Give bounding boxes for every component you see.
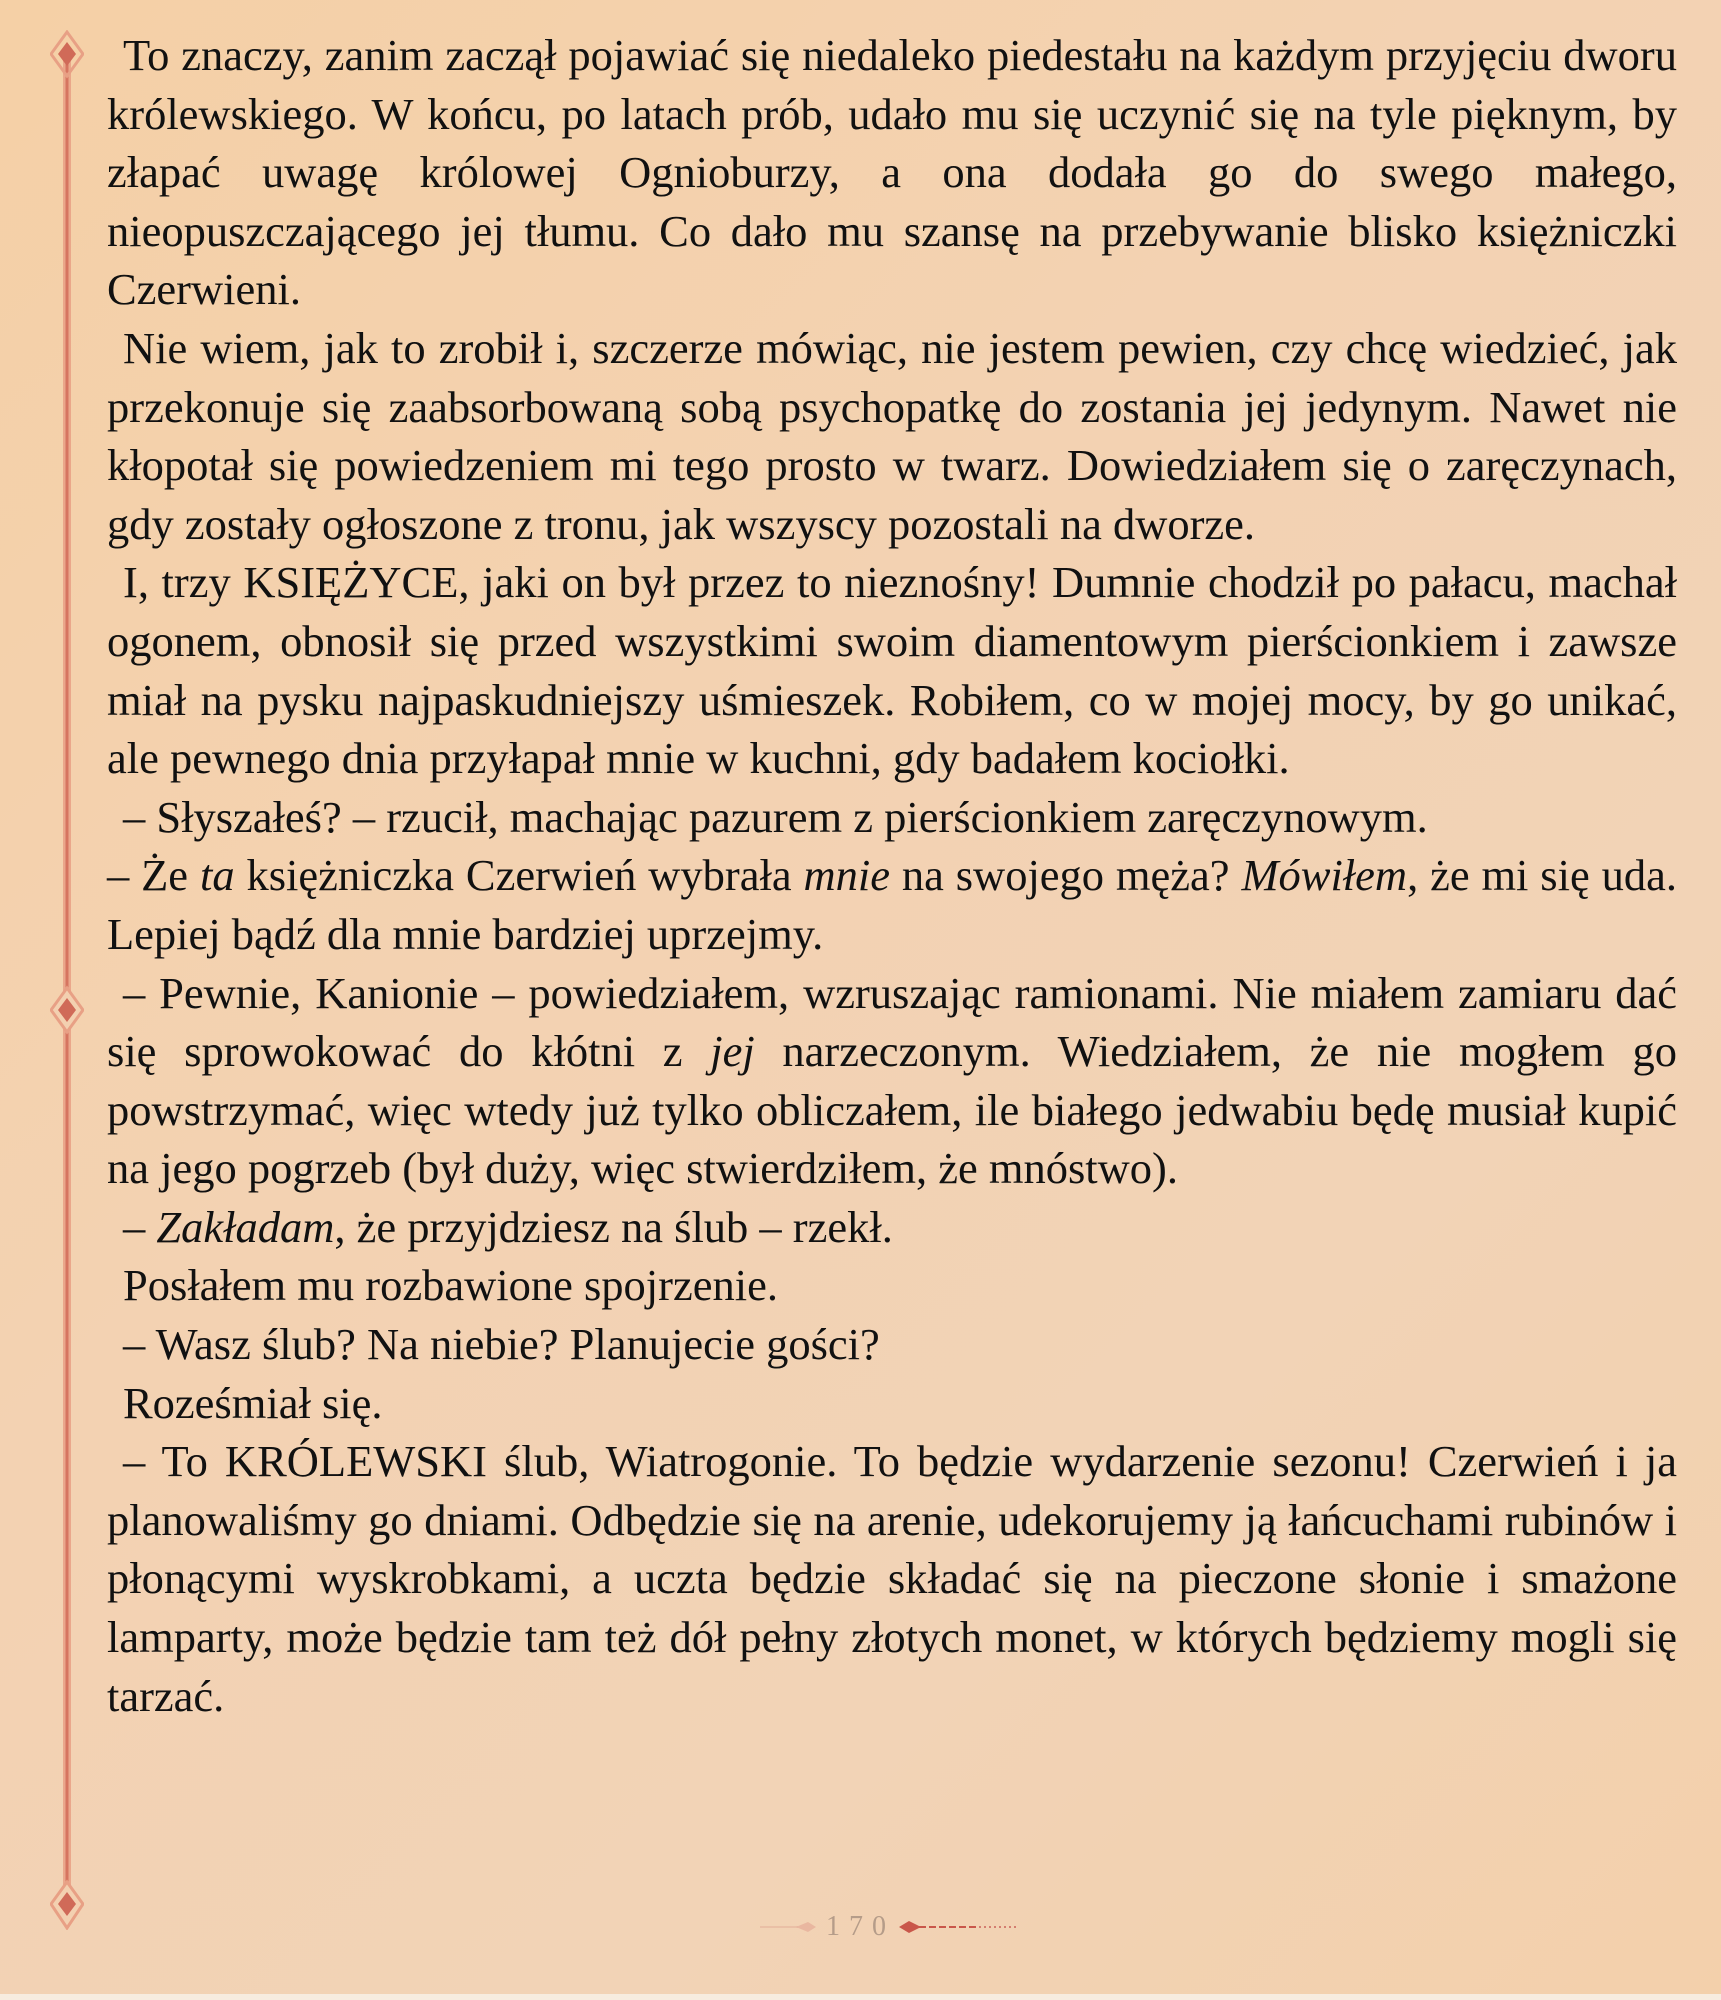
italic-text: Mówiłem [1241, 850, 1408, 901]
bottom-diamond-icon [51, 1882, 83, 1928]
vertical-rule-icon [50, 30, 84, 1930]
text-segment: , że przyjdziesz na ślub – rzekł. [334, 1201, 893, 1252]
text-segment: To znaczy, zanim zaczął pojawiać się niedaleko piedestału na każdym przyjęciu dworu królewskiego. W końcu, po latach prób, udało mu się uczynić się na tyle pięknym, by złapać uwagę królowej Ognioburzy, a ona dodała go do swego małego, nieopuszczającego jej tłumu. Co dało mu szansę na przebywanie blisko księżniczki Czerwieni. [107, 30, 1677, 315]
text-segment: Roześmiał się. [123, 1377, 383, 1428]
page-bottom-edge [0, 1994, 1721, 2000]
text-segment: księżniczka Czerwień wybrała [234, 850, 804, 901]
paragraph [107, 964, 1677, 1198]
paragraph [107, 319, 1677, 553]
paragraph [107, 846, 1677, 963]
right-arrow-ornament-icon [899, 1917, 1039, 1937]
paragraph [107, 553, 1677, 787]
paragraph [107, 1315, 1677, 1374]
paragraph [107, 1432, 1677, 1725]
italic-text: Zakładam [156, 1201, 335, 1252]
text-segment: na swojego męża? [889, 850, 1242, 901]
text-segment: , że mi się uda. Lepiej bądź dla mnie bardziej uprzejmy. [107, 850, 1677, 959]
paragraph [107, 26, 1677, 319]
body-text [107, 26, 1677, 1725]
italic-text: mnie [803, 850, 890, 901]
text-segment: – [123, 1201, 157, 1252]
italic-text: ta [199, 850, 235, 901]
paragraph [107, 1198, 1677, 1257]
text-segment: – Słyszałeś? – rzucił, machając pazurem z pierścionkiem zaręczynowym. [123, 791, 1428, 842]
middle-diamond-icon [51, 988, 83, 1032]
italic-text: jej [710, 1026, 755, 1077]
text-segment: Posłałem mu rozbawione spojrzenie. [123, 1260, 778, 1311]
paragraph [107, 1374, 1677, 1433]
page-number: 170 [826, 1911, 895, 1942]
paragraph [107, 788, 1677, 847]
text-segment: I, trzy KSIĘŻYCE, jaki on był przez to nieznośny! Dumnie chodził po pałacu, machał ogonem, obnosił się przed wszystkimi swoim diamentowym pierścionkiem i zawsze miał na pysku najpaskudniejszy uśmieszek. Robiłem, co w mojej mocy, by go unikać, ale pewnego dnia przyłapał mnie w kuchni, gdy badałem kociołki. [107, 557, 1677, 784]
text-segment: Nie wiem, jak to zrobił i, szczerze mówiąc, nie jestem pewien, czy chcę wiedzieć, jak przekonuje się zaabsorbowaną sobą psychopatkę do zostania jej jedynym. Nawet nie kłopotał się powiedzeniem mi tego prosto w twarz. Dowiedziałem się o zaręczynach, gdy zostały ogłoszone z tronu, jak wszyscy pozostali na dworze. [107, 322, 1677, 549]
text-segment: – Że [107, 850, 200, 901]
text-segment: – Pewnie, Kanionie – powiedziałem, wzruszając ramionami. Nie miałem zamiaru dać się sprowokować do kłótni z [107, 967, 1677, 1077]
paragraph [107, 1256, 1677, 1315]
left-arrow-ornament-icon [760, 1917, 820, 1937]
text-segment: – To KRÓLEWSKI ślub, Wiatrogonie. To będzie wydarzenie sezonu! Czerwień i ja planowaliśmy go dniami. Odbędzie się na arenie, udekorujemy ją łańcuchami rubinów i płonącymi wyskrobkami, a uczta będzie składać się na pieczone słonie i smażone lamparty, może będzie tam też dół pełny złotych monet, w których będziemy mogli się tarzać. [107, 1436, 1677, 1721]
page-footer [760, 1912, 1060, 1942]
margin-ornament [50, 30, 84, 1930]
text-segment: – Wasz ślub? Na niebie? Planujecie gości? [123, 1319, 880, 1370]
text-segment: narzeczonym. Wiedziałem, że nie mogłem go powstrzymać, więc wtedy już tylko obliczałem, ile białego jedwabiu będę musiał kupić na jego pogrzeb (był duży, więc stwierdziłem, że mnóstwo). [107, 1026, 1677, 1194]
